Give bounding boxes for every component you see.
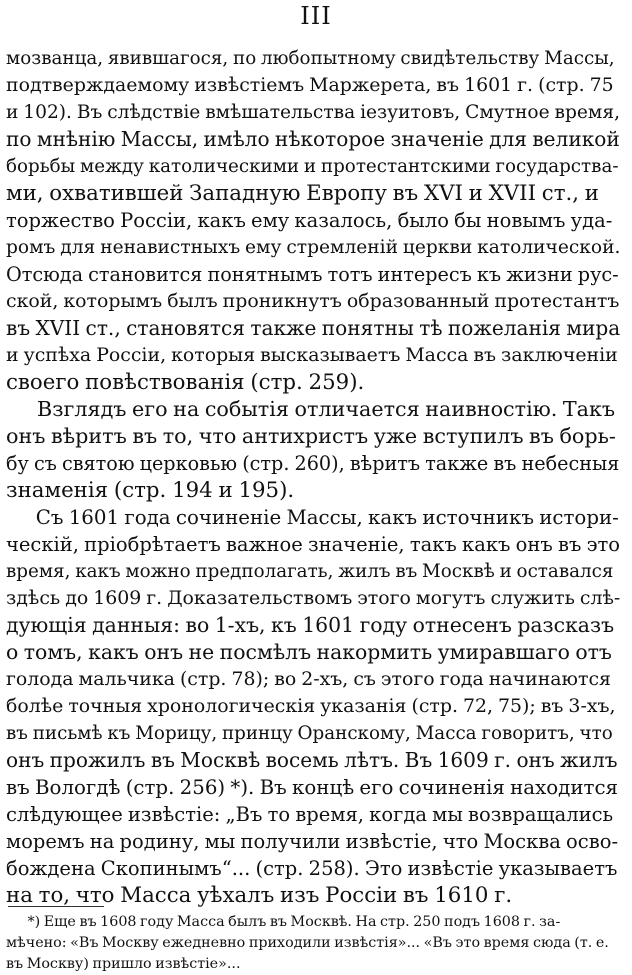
text-line: и успѣха Россіи, которыя высказываетъ Масса въ заключеніи bbox=[6, 344, 618, 366]
text-line: по мнѣнію Массы, имѣло нѣкоторое значеніе для великой bbox=[6, 127, 620, 151]
body-text bbox=[6, 45, 620, 909]
text-line: ческій, пріобрѣтаетъ важное значеніе, такъ какъ онъ въ это bbox=[6, 533, 620, 556]
text-line: своего повѣствованія (стр. 259). bbox=[6, 370, 365, 395]
footnote-line: въ Москву) пришло извѣстіе»... bbox=[6, 956, 241, 972]
text-line: Отсюда становится понятнымъ тотъ интересъ къ жизни рус- bbox=[6, 263, 619, 286]
text-line: подтверждаемому извѣстіемъ Маржерета, въ 1601 г. (стр. 75 bbox=[6, 74, 614, 96]
text-line: слѣдующее извѣстіе: „Въ то время, когда мы возвращались bbox=[6, 803, 614, 826]
footnote-line: *) Еще въ 1608 году Масса былъ въ Москвѣ. На стр. 250 подъ 1608 г. за- bbox=[27, 914, 561, 930]
text-line: голода мальчика (стр. 78); во 2-хъ, съ этого года начинаются bbox=[6, 668, 611, 690]
text-line: Взглядъ его на событія отличается наивностію. Такъ bbox=[37, 397, 616, 421]
footnote bbox=[6, 912, 620, 975]
text-line: на то, что Масса уѣхалъ изъ Россіи въ 1610 г. bbox=[6, 883, 513, 908]
footnote-line: мѣчено: «Въ Москву ежедневно приходили извѣстія»... «Въ это время сюда (т. е. bbox=[6, 935, 609, 951]
text-line: бу съ святою церковью (стр. 260), вѣритъ также въ небесныя bbox=[6, 452, 620, 475]
text-line: въ Вологдѣ (стр. 256) *). Въ концѣ его сочиненія находится bbox=[6, 776, 619, 799]
text-line: торжество Россіи, какъ ему казалось, было бы новымъ уда- bbox=[6, 209, 613, 232]
text-line: моремъ на родину, мы получили извѣстіе, что Москва осво- bbox=[6, 830, 619, 853]
text-line: ской, которымъ былъ проникнутъ образованный протестантъ bbox=[6, 290, 620, 312]
text-line: Съ 1601 года сочиненіе Массы, какъ источникъ истори- bbox=[35, 506, 619, 529]
text-line: бождена Скопинымъ“... (стр. 258). Это извѣстіе указываетъ bbox=[6, 857, 618, 880]
text-line: здѣсь до 1609 г. Доказательствомъ этого могутъ служить слѣ- bbox=[6, 587, 620, 609]
page-number: III bbox=[300, 2, 332, 30]
text-line: онъ прожилъ въ Москвѣ восемь лѣтъ. Въ 1609 г. онъ жилъ bbox=[6, 748, 618, 772]
text-line: дующія данныя: во 1-хъ, къ 1601 году отнесенъ разсказъ bbox=[6, 613, 615, 637]
text-line: ми, охватившей Западную Европу въ XVI и XVII ст., и bbox=[6, 181, 599, 206]
footnote-divider bbox=[8, 906, 104, 907]
text-line: и 102). Въ слѣдствіе вмѣшательства іезуитовъ, Смутное время, bbox=[6, 102, 620, 123]
text-line: въ XVII ст., становятся также понятны тѣ пожеланія мира bbox=[6, 316, 620, 340]
text-line: ромъ для ненавистныхъ ему стремленій церкви католической. bbox=[6, 237, 620, 258]
text-line: о томъ, какъ онъ не посмѣлъ накормить умиравшаго отъ bbox=[6, 640, 612, 664]
text-line: болѣе точныя хронологическія указанія (стр. 72, 75); въ 3-хъ, bbox=[6, 695, 616, 717]
text-line: онъ вѣритъ въ то, что антихристъ уже вступилъ въ борь- bbox=[6, 424, 616, 448]
text-line: время, какъ можно предполагать, жилъ въ Москвѣ и оставался bbox=[6, 561, 614, 582]
text-line: борьбы между католическими и протестантскими государства- bbox=[6, 156, 619, 177]
text-line: въ письмѣ къ Морицу, принцу Оранскому, Масса говоритъ, что bbox=[6, 723, 613, 744]
text-line: знаменія (стр. 194 и 195). bbox=[6, 478, 295, 503]
text-line: мозванца, явившагося, по любопытному свидѣтельству Массы, bbox=[6, 48, 615, 69]
